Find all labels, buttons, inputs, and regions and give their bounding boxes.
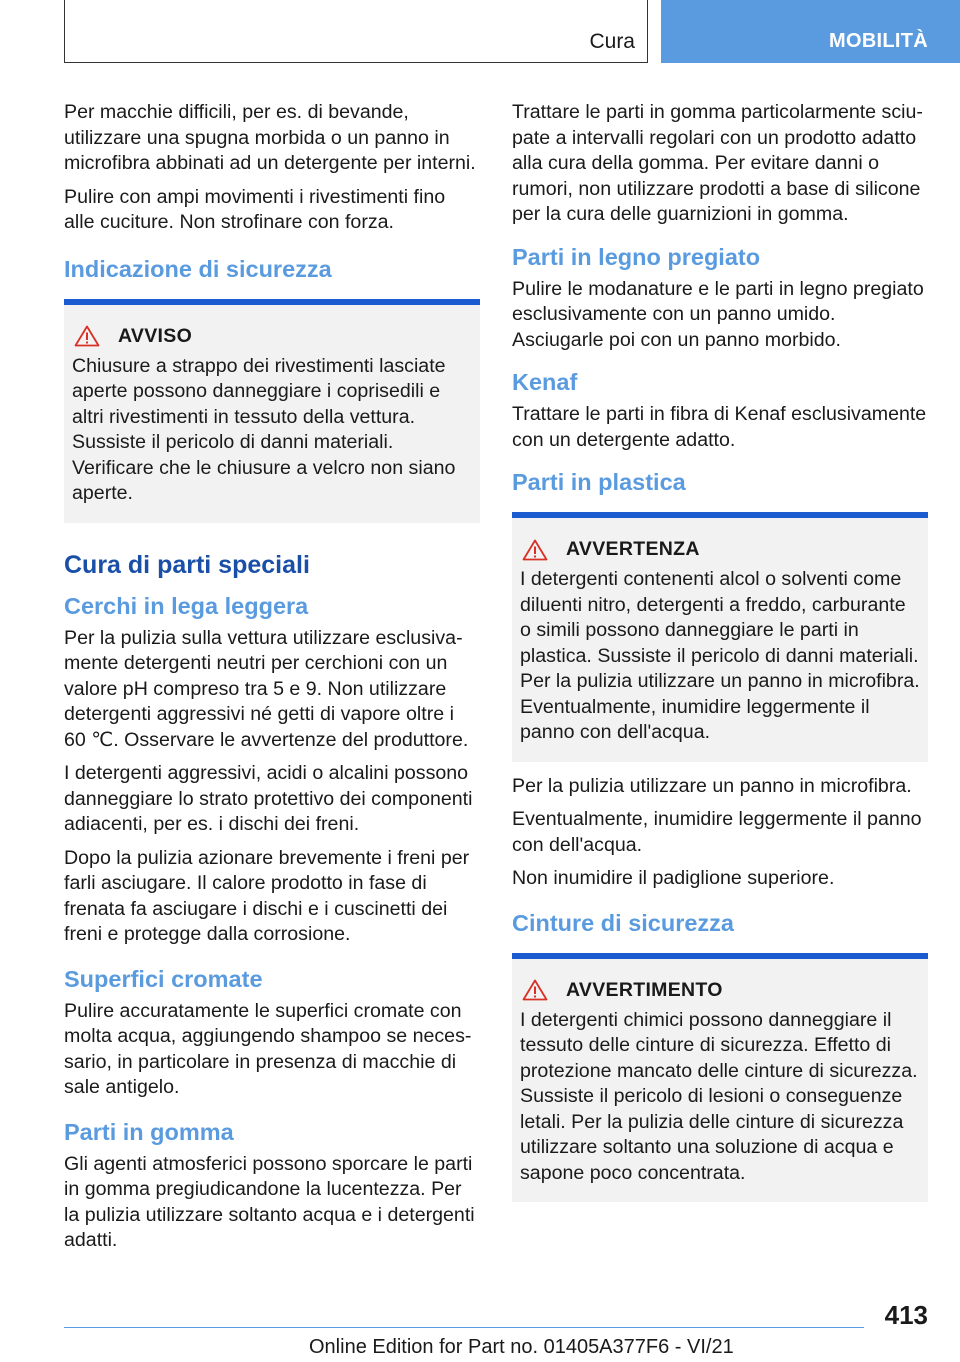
warning-triangle-icon — [74, 325, 100, 347]
paragraph: Pulire accuratamente le superfici cromate con molta acqua, aggiungendo shampoo se necessario, in particolare in presenza di macchie di sale antigelo. — [64, 999, 472, 1098]
paragraph: Per macchie difficili, per es. di bevande, utilizzare una spugna morbida o un panno in microfibra abbinati ad un detergente per interni. — [64, 101, 476, 174]
notice-text: Chiusure a strappo dei rivestimenti lasciate aperte possono danneggiare i coprisedili e altri rivestimenti in tessuto della vettura. Sussiste il pericolo di danni materiali. Verificare che le chiusure a velcro non siano aperte. — [72, 354, 456, 504]
special-parts-heading: Cura di parti speciali — [64, 550, 310, 579]
footer-divider — [64, 1327, 864, 1328]
warning-title: AVVERTENZA — [566, 538, 700, 560]
warning-triangle-icon — [522, 539, 548, 561]
paragraph: Eventualmente, inumidire leggermente il panno con dell'acqua. — [512, 808, 922, 856]
belts-heading: Cinture di sicurezza — [512, 909, 734, 936]
kenaf-heading: Kenaf — [512, 369, 578, 395]
paragraph: Per la pulizia utilizzare un panno in microfibra. — [512, 774, 912, 797]
warning-text: I detergenti contenenti alcol o solventi come diluenti nitro, detergenti a freddo, carburante o simili possono danneggiare le parti in plastica. Sussiste il pericolo di danni materiali. Per la pulizia utilizzare un panno in microfibra. Eventualmente, inumidire leggermente il panno con dell'acqua. — [520, 568, 920, 743]
rubber-heading: Parti in gomma — [64, 1118, 234, 1145]
chrome-heading: Superfici cromate — [64, 965, 263, 992]
header-chapter-box — [64, 0, 648, 63]
paragraph: Pulire le modanature e le parti in legno pregiato esclusivamente con un panno umido. Asciugarle poi con un panno morbido. — [512, 277, 924, 351]
safety-heading: Indicazione di sicurezza — [64, 255, 332, 282]
left-column — [64, 100, 480, 1262]
chapter-title: Cura — [589, 30, 635, 53]
warning-text: I detergenti chimici possono danneggiare il tessuto delle cinture di sicurezza. Effetto di protezione mancato delle cinture di sicurezza. Sussiste il pericolo di lesioni o conseguenze letali. Per la pulizia delle cinture di sicurezza utilizzare soltanto una soluzione di acqua e sapone poco concentrata. — [520, 1008, 918, 1184]
warning-title: AVVERTIMENTO — [566, 978, 723, 1001]
page-number: 413 — [884, 1300, 928, 1330]
paragraph: Trattare le parti in fibra di Kenaf esclusivamente con un detergente adatto. — [512, 403, 927, 451]
plastic-warning-box — [512, 512, 928, 762]
edition-note: Online Edition for Part no. 01405A377F6 - VI/21 — [309, 1336, 734, 1358]
warning-triangle-icon — [522, 979, 548, 1001]
paragraph: Gli agenti atmosferici possono sporcare le parti in gomma pregiudicandone la lucentezza. Per la pulizia utilizzare soltanto acqua e i detergenti adatti. — [64, 1152, 475, 1251]
notice-box — [64, 299, 480, 523]
right-column — [512, 100, 928, 1202]
belts-warning-box — [512, 953, 928, 1203]
plastic-heading: Parti in plastica — [512, 469, 686, 495]
paragraph: Trattare le parti in gomma particolarmente sciupate a intervalli regolari con un prodotto adatto alla cura della gomma. Per evitare danni o rumori, non utilizzare prodotti a base di silicone per la cura delle guarnizioni in gomma. — [512, 101, 923, 225]
section-title: MOBILITÀ — [829, 30, 929, 52]
paragraph: Non inumidire il padiglione superiore. — [512, 867, 835, 889]
notice-title: AVVISO — [118, 324, 193, 347]
paragraph: Pulire con ampi movimenti i rivestimenti fino alle cuciture. Non strofinare con forza. — [64, 185, 446, 233]
wood-heading: Parti in legno pregiato — [512, 243, 761, 270]
section-tab — [661, 0, 960, 63]
paragraph: Dopo la pulizia azionare brevemente i freni per farli asciugare. Il calore prodotto in fase di frenata fa asciugare i dischi e i cuscinetti dei freni e protegge dalla corrosione. — [64, 846, 470, 945]
paragraph: Per la pulizia sulla vettura utilizzare esclusivamente detergenti neutri per cerchioni con un valore pH compreso tra 5 e 9. Non utilizzare detergenti aggressivi né getti di vapore oltre i 60 ℃. Osservare le avvertenze del produttore. — [64, 626, 469, 751]
paragraph: I detergenti aggressivi, acidi o alcalini possono danneggiare lo strato protettivo dei componenti adiacenti, per es. i dischi dei freni. — [64, 762, 473, 835]
rims-heading: Cerchi in lega leggera — [64, 592, 309, 619]
